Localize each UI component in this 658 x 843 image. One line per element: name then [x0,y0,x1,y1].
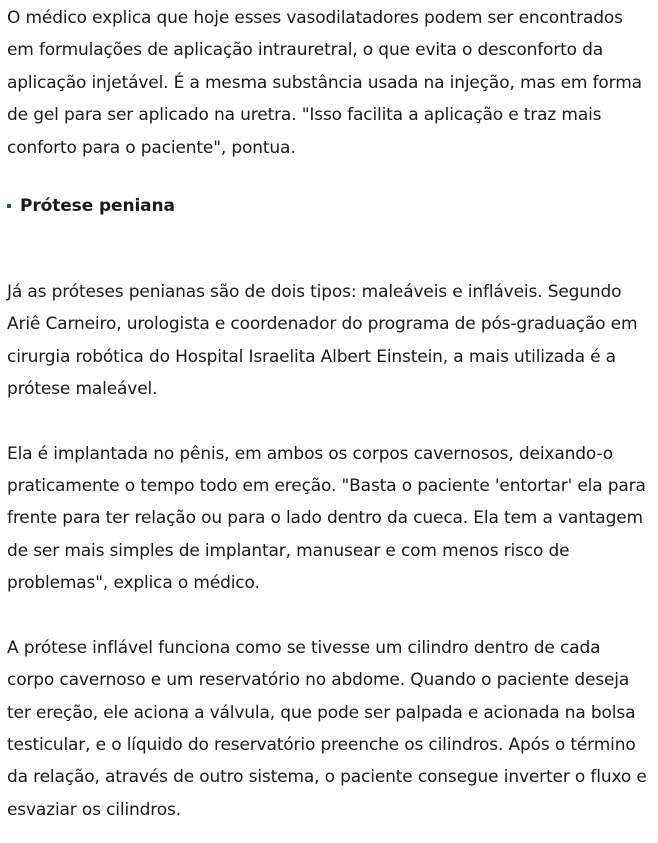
paragraph-malleable: Ela é implantada no pênis, em ambos os corpos cavernosos, deixando-o praticamente o tempo todo em ereção. "Basta o paciente 'entortar' ela para frente para ter relação ou para o lado dentro da cueca. Ela tem a vantagem de ser mais simples de implantar, manusear e com menos risco de problemas", explica o médico. [7,443,646,594]
subheading-text: Prótese peniana [20,196,175,217]
bullet-icon [7,204,11,208]
paragraph-inflatable: A prótese inflável funciona como se tivesse um cilindro dentro de cada corpo cavernoso e um reservatório no abdome. Quando o paciente deseja ter ereção, ele aciona a válvula, que pode ser palpada e acionada na bolsa testicular, e o líquido do reservatório preenche os cilindros. Após o término da relação, através de outro sistema, o paciente consegue inverter o fluxo e esvaziar os cilindros. [7,637,647,820]
paragraph-prosthesis-types: Já as próteses penianas são de dois tipos: maleáveis e infláveis. Segundo Ariê Carneiro, urologista e coordenador do programa de pós-graduação em cirurgia robótica do Hospital Israelita Albert Einstein, a mais utilizada é a prótese maleável. [7,282,638,400]
subheading-penile-prosthesis [7,190,648,222]
paragraph-vasodilators: O médico explica que hoje esses vasodilatadores podem ser encontrados em formulações de aplicação intrauretral, o que evita o desconforto da aplicação injetável. É a mesma substância usada na injeção, mas em forma de gel para ser aplicado na uretra. "Isso facilita a aplicação e traz mais conforto para o paciente", pontua. [7,8,642,158]
